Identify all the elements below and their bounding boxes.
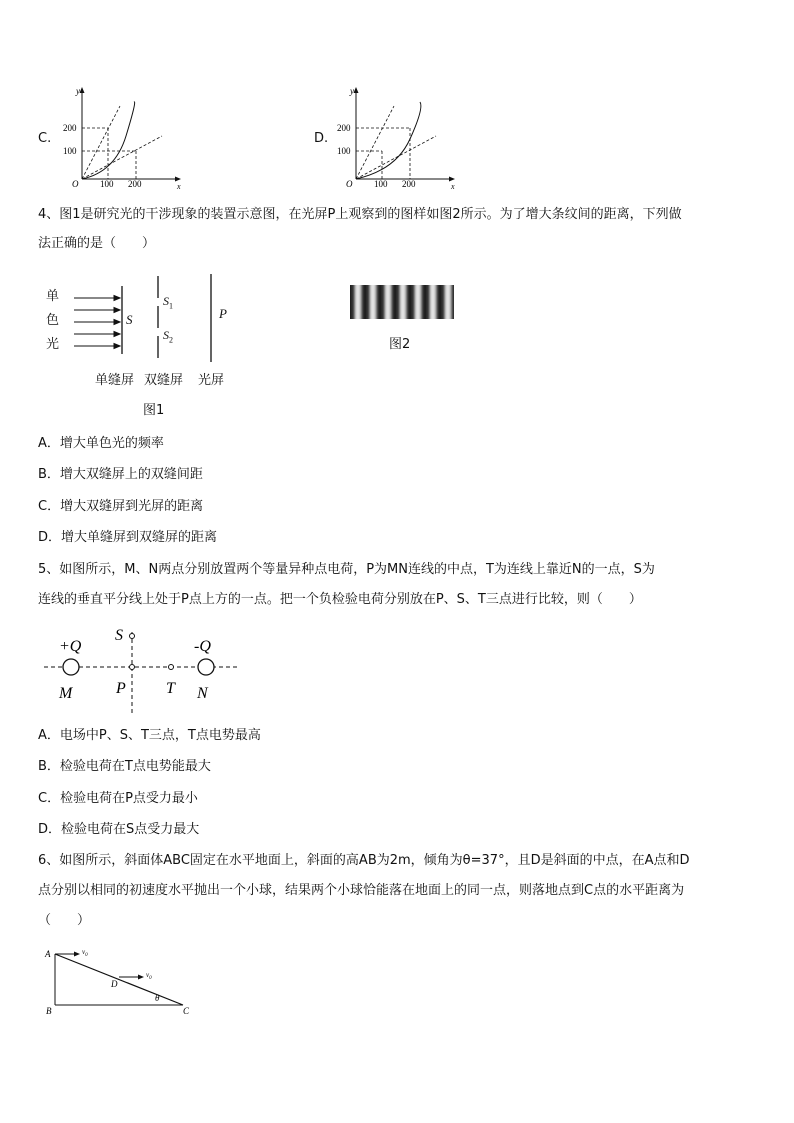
label-a: A: [45, 949, 51, 959]
label-p: P: [116, 680, 126, 697]
label-s: S: [126, 312, 133, 327]
origin-label: O: [346, 179, 353, 189]
label-v0-a: $v_0$: [82, 948, 88, 958]
q5-option-a[interactable]: A．电场中P、S、T三点，T点电势最高: [38, 728, 261, 743]
option-d-label: D.: [314, 131, 329, 146]
charge-n: [198, 659, 214, 675]
interference-fringes: [350, 285, 454, 319]
q4-option-d[interactable]: D．增大单缝屏到双缝屏的距离: [38, 530, 218, 545]
x-axis-label: x: [451, 182, 455, 189]
x-tick-200: 200: [402, 179, 416, 189]
point-s: [130, 634, 135, 639]
y-axis-label: y: [350, 86, 354, 96]
label-minus-q: -Q: [194, 638, 211, 655]
y-tick-100: 100: [63, 146, 77, 156]
graph-option-c: [60, 84, 190, 189]
label-single-slit-screen: 单缝屏: [95, 373, 135, 388]
label-m: M: [59, 685, 73, 702]
light-char-2: 色: [46, 313, 60, 328]
label-s: S: [115, 627, 123, 644]
label-d: D: [111, 979, 118, 989]
graph-option-d: [334, 84, 464, 189]
figure1-caption: 图1: [143, 403, 165, 418]
q4-option-c[interactable]: C．增大双缝屏到光屏的距离: [38, 499, 204, 514]
light-char-3: 光: [46, 337, 60, 352]
y-axis-arrow: [354, 87, 359, 93]
x-axis-arrow: [175, 177, 181, 182]
q4-figure1: [40, 272, 250, 422]
q6-stem-line2: 点分别以相同的初速度水平抛出一个小球，结果两个小球恰能落在地面上的同一点，则落地点到C点的水平距离为: [38, 883, 685, 898]
shallow-dashed-line: [356, 136, 436, 179]
origin-label: O: [72, 179, 79, 189]
label-s2: $S_2$: [163, 328, 173, 345]
label-t: T: [166, 680, 175, 697]
label-c: C: [183, 1006, 190, 1016]
shallow-dashed-line: [82, 136, 162, 179]
q5-option-b[interactable]: B．检验电荷在T点电势能最大: [38, 759, 211, 774]
label-n: N: [197, 685, 208, 702]
q4-stem-line1: 4、图1是研究光的干涉现象的装置示意图，在光屏P上观察到的图样如图2所示。为了增大条纹间的距离，下列做: [38, 207, 682, 222]
point-p: [130, 665, 135, 670]
label-s1: $S_1$: [163, 294, 173, 311]
q6-stem-line3: （ ）: [38, 913, 91, 928]
steep-dashed-line: [356, 106, 394, 179]
q6-figure-incline: [40, 940, 200, 1020]
q5-stem-line2: 连线的垂直平分线上处于P点上方的一点。把一个负检验电荷分别放在P、S、T三点进行比较，则（ ）: [38, 592, 642, 607]
q4-stem-line2: 法正确的是（ ）: [38, 236, 156, 251]
light-char-1: 单: [46, 289, 60, 304]
x-axis-arrow: [449, 177, 455, 182]
q5-option-c[interactable]: C．检验电荷在P点受力最小: [38, 791, 198, 806]
y-tick-200: 200: [337, 123, 351, 133]
light-rays-and-screens: [40, 272, 250, 372]
q4-option-b[interactable]: B．增大双缝屏上的双缝间距: [38, 467, 203, 482]
x-axis-label: x: [177, 182, 181, 189]
label-p: P: [219, 306, 227, 321]
point-t: [169, 665, 174, 670]
label-v0-d: $v_0$: [146, 971, 152, 981]
incline-ac: [55, 954, 183, 1005]
figure2-caption: 图2: [389, 337, 411, 352]
label-b: B: [46, 1006, 52, 1016]
label-plus-q: +Q: [59, 638, 82, 655]
option-c-label: C.: [38, 131, 52, 146]
label-theta: θ: [155, 993, 160, 1003]
q4-option-a[interactable]: A．增大单色光的频率: [38, 436, 164, 451]
charge-m: [63, 659, 79, 675]
y-tick-200: 200: [63, 123, 77, 133]
curve: [356, 102, 421, 179]
x-tick-100: 100: [100, 179, 114, 189]
y-axis-arrow: [80, 87, 85, 93]
y-tick-100: 100: [337, 146, 351, 156]
label-light-screen: 光屏: [198, 373, 225, 388]
q5-stem-line1: 5、如图所示，M、N两点分别放置两个等量异种点电荷，P为MN连线的中点，T为连线上靠近N的一点，S为: [38, 562, 655, 577]
x-tick-100: 100: [374, 179, 388, 189]
label-double-slit-screen: 双缝屏: [144, 373, 184, 388]
q6-stem-line1: 6、如图所示，斜面体ABC固定在水平地面上，斜面的高AB为2m，倾角为θ=37°，且D是斜面的中点，在A点和D: [38, 853, 690, 868]
steep-dashed-line: [82, 106, 120, 179]
x-tick-200: 200: [128, 179, 142, 189]
q5-figure-charges: [40, 618, 250, 718]
q5-option-d[interactable]: D．检验电荷在S点受力最大: [38, 822, 200, 837]
y-axis-label: y: [76, 86, 80, 96]
